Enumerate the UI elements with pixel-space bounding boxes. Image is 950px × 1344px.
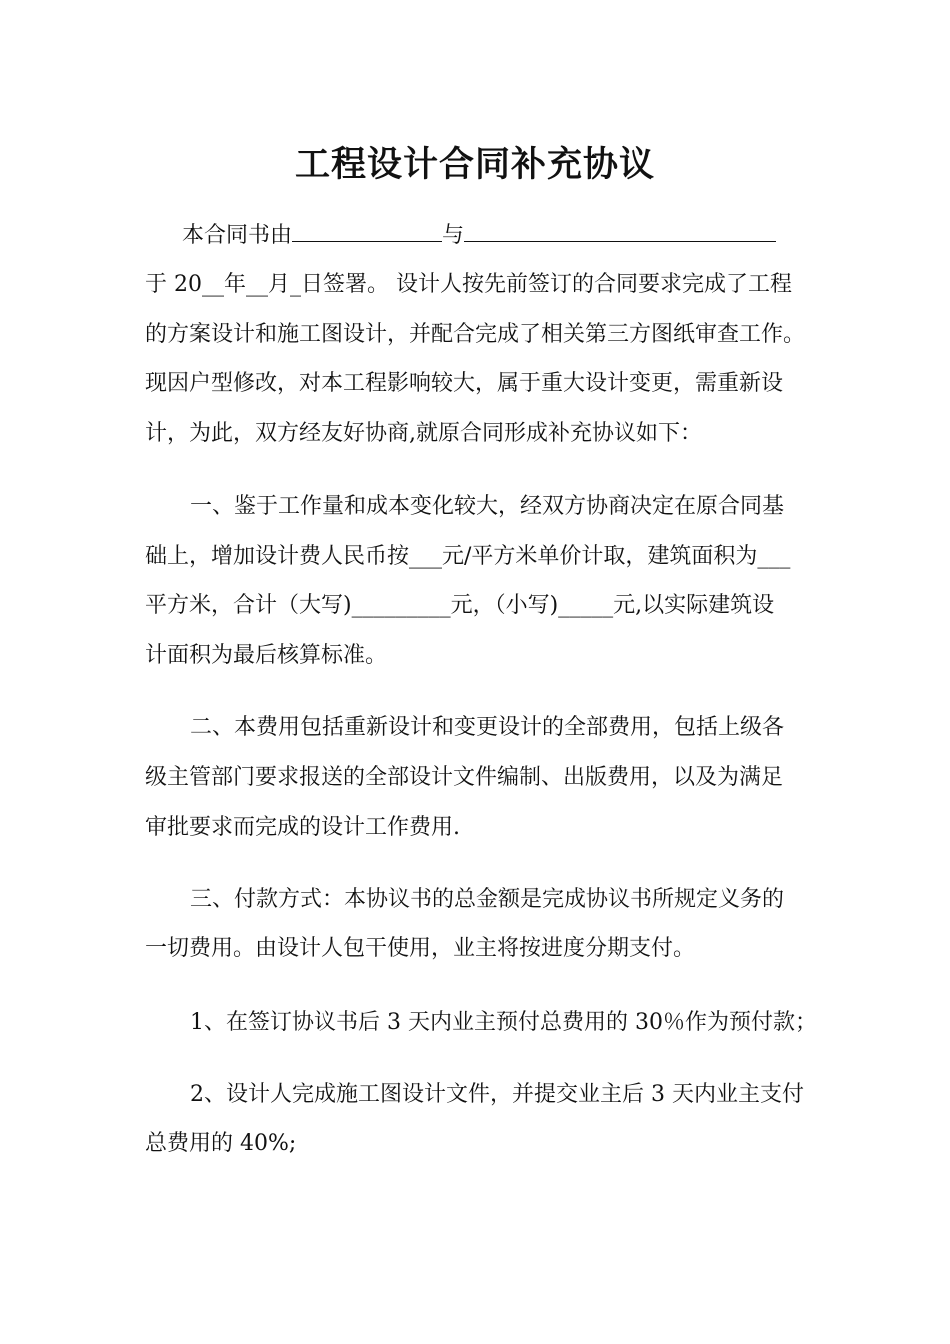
clause-2-line-2: 级主管部门要求报送的全部设计文件编制、出版费用，以及为满足 — [145, 765, 784, 790]
intro-line-3: 的方案设计和施工图设计，并配合完成了相关第三方图纸审查工作。 — [145, 322, 806, 347]
clause-1-line-4: 计面积为最后核算标准。 — [145, 643, 388, 668]
clause-3-line-2: 一切费用。由设计人包干使用，业主将按进度分期支付。 — [145, 936, 696, 961]
payment-item-1: 1、在签订协议书后 3 天内业主预付总费用的 30％作为预付款； — [190, 1010, 817, 1035]
intro-line-2: 于 20__年__月_日签署。 设计人按先前签订的合同要求完成了工程 — [145, 272, 792, 297]
payment-item-2-line-1: 2、设计人完成施工图设计文件，并提交业主后 3 天内业主支付 — [190, 1082, 804, 1107]
clause-3-line-1: 三、付款方式：本协议书的总金额是完成协议书所规定义务的 — [190, 887, 785, 912]
intro-party-prefix: 本合同书由 — [182, 223, 293, 248]
intro-line-1 — [182, 221, 810, 251]
clause-2-line-1: 二、本费用包括重新设计和变更设计的全部费用，包括上级各 — [190, 715, 785, 740]
clause-2-line-3: 审批要求而完成的设计工作费用. — [145, 815, 460, 840]
intro-line-5: 计，为此，双方经友好协商,就原合同形成补充协议如下： — [145, 421, 702, 446]
intro-party-connector: 与 — [442, 223, 465, 248]
payment-item-2-line-2: 总费用的 40%; — [145, 1131, 297, 1156]
party-b-blank — [464, 221, 776, 242]
clause-1-line-1: 一、鉴于工作量和成本变化较大，经双方协商决定在原合同基 — [190, 494, 785, 519]
document-title: 工程设计合同补充协议 — [294, 145, 655, 185]
intro-line-4: 现因户型修改，对本工程影响较大，属于重大设计变更，需重新设 — [145, 371, 784, 396]
party-a-blank — [292, 221, 442, 242]
clause-1-line-3: 平方米，合计（大写)_________元，（小写)_____元,以实际建筑设 — [145, 593, 775, 618]
clause-1-line-2: 础上，增加设计费人民币按___元/平方米单价计取，建筑面积为___ — [145, 544, 791, 569]
